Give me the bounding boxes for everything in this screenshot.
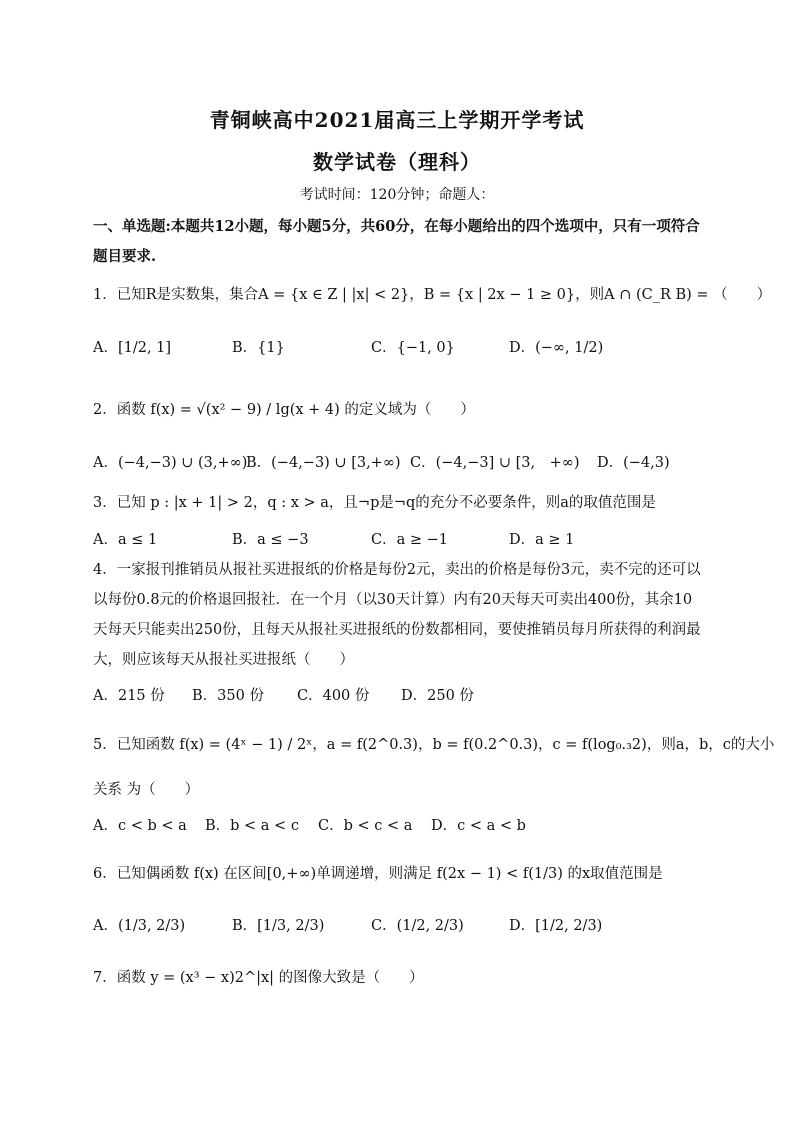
question-3-option-b: B．a ≤ −3: [232, 532, 309, 548]
question-5-option-c: C．b < c < a: [318, 818, 413, 834]
question-1-option-b: B．{1}: [232, 340, 285, 356]
exam-subtitle: 数学试卷（理科）: [313, 150, 481, 174]
question-5-stem: 5．已知函数 f(x) = (4ˣ − 1) / 2ˣ，a = f(2^0.3)，b = f(0.2^0.3)，c = f(log₀.₃2)，则a，b，c的大小: [93, 737, 775, 753]
question-1-stem: 1．已知R是实数集，集合A = {x ∈ Z | |x| < 2}，B = {x | 2x − 1 ≥ 0}，则A ∩ (C_R B) = （ ）: [93, 287, 772, 303]
question-5-stem-continued: 关系 为（ ）: [93, 782, 200, 798]
question-6-option-d: D．[1/2, 2/3): [509, 918, 603, 934]
section-heading: 一、单选题:本题共12小题，每小题5分，共60分，在每小题给出的四个选项中，只有一项符合题目要求.: [93, 218, 700, 265]
question-1-option-a: A．[1/2, 1]: [93, 340, 172, 356]
question-5-option-d: D．c < a < b: [431, 818, 526, 834]
question-5-option-a: A．c < b < a: [93, 818, 187, 834]
question-3-option-a: A．a ≤ 1: [93, 532, 158, 548]
exam-title: 青铜峡高中2021届高三上学期开学考试: [209, 108, 585, 132]
question-2-option-d: D．(−4,3): [597, 455, 670, 471]
question-6-option-b: B．[1/3, 2/3): [232, 918, 325, 934]
question-3-option-d: D．a ≥ 1: [509, 532, 575, 548]
question-2-option-a: A．(−4,−3) ∪ (3,+∞): [93, 455, 248, 471]
question-4-option-c: C．400 份: [297, 688, 370, 704]
question-2-stem: 2．函数 f(x) = √(x² − 9) / lg(x + 4) 的定义域为（ ）: [93, 402, 475, 418]
exam-info: 考试时间：120分钟；命题人：: [299, 187, 495, 203]
question-5-option-b: B．b < a < c: [205, 818, 299, 834]
question-4-option-d: D．250 份: [401, 688, 474, 704]
question-3-option-c: C．a ≥ −1: [371, 532, 448, 548]
question-1-option-c: C．{−1, 0}: [371, 340, 455, 356]
question-1-option-d: D．(−∞, 1/2): [509, 340, 604, 356]
question-4-option-a: A．215 份: [93, 688, 165, 704]
question-6-option-a: A．(1/3, 2/3): [93, 918, 186, 934]
question-6-stem: 6．已知偶函数 f(x) 在区间[0,+∞)单调递增，则满足 f(2x − 1) < f(1/3) 的x取值范围是: [93, 866, 663, 882]
question-4-stem: 4．一家报刊推销员从报社买进报纸的价格是每份2元，卖出的价格是每份3元，卖不完的还可以以每份0.8元的价格退回报社．在一个月（以30天计算）内有20天每天可卖出400份，其余10天每天只能卖出250份，且每天从报社买进报纸的份数都相同，要使推销员每月所获得的利润最大，则应该每天从报社买进报纸（ ）: [93, 562, 701, 668]
question-3-stem: 3．已知 p : |x + 1| > 2，q : x > a，且¬p是¬q的充分不必要条件，则a的取值范围是: [93, 495, 656, 511]
question-2-option-c: C．(−4,−3] ∪ [3, +∞): [410, 455, 580, 471]
question-6-option-c: C．(1/2, 2/3): [371, 918, 464, 934]
question-4-option-b: B．350 份: [192, 688, 264, 704]
question-2-option-b: B．(−4,−3) ∪ [3,+∞): [246, 455, 401, 471]
question-7-stem: 7．函数 y = (x³ − x)2^|x| 的图像大致是（ ）: [93, 970, 424, 986]
